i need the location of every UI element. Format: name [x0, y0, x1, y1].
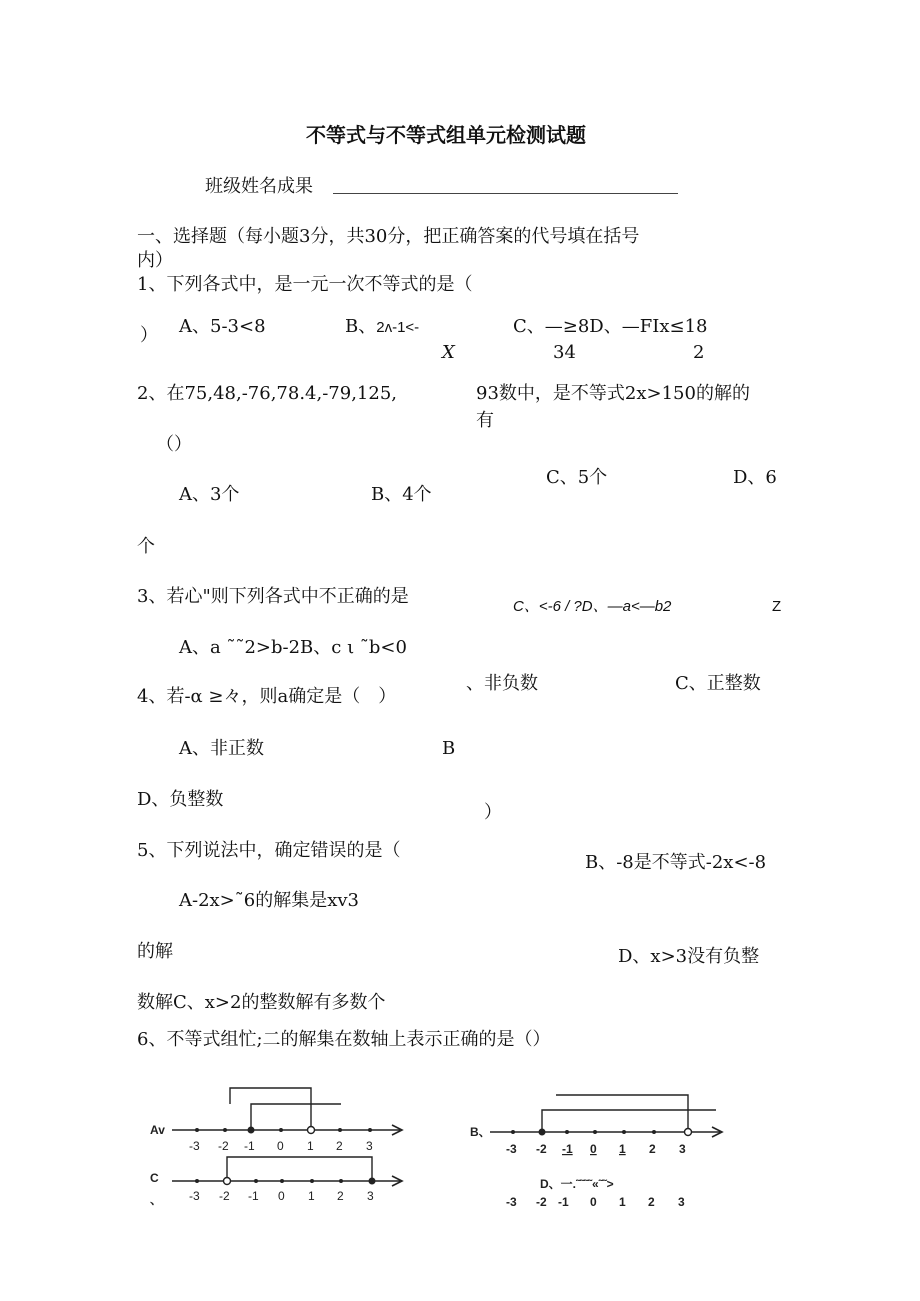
tick-label: 3: [366, 1139, 373, 1153]
tick-dot: [195, 1128, 199, 1132]
tick-label: -3: [506, 1195, 517, 1209]
q5-option-d: D、x>3没有负整: [618, 946, 760, 967]
q4-stem: 4、若-α ≥々，则a确定是（ ）: [137, 686, 397, 707]
tick-label: -1: [558, 1195, 569, 1209]
solid-endpoint: [539, 1129, 546, 1136]
label-d: D、一.˜˜˜˜«˜˜>: [540, 1177, 614, 1191]
q2-stem-part2: 93数中，是不等式2x>150的解的: [476, 383, 750, 404]
tick-dot: [565, 1130, 569, 1134]
solid-endpoint: [369, 1178, 376, 1185]
q1-option-d-denominator: 2: [693, 342, 705, 363]
tick-label: 1: [619, 1142, 626, 1156]
q4-option-a: A、非正数: [179, 738, 264, 759]
number-line-d: [506, 1177, 685, 1209]
tick-dot: [223, 1128, 227, 1132]
tick-label: 1: [619, 1195, 626, 1209]
q4-option-b-text: 、非负数: [466, 673, 538, 694]
label-c: C: [150, 1171, 159, 1185]
open-endpoint: [224, 1178, 231, 1185]
tick-label: -2: [218, 1139, 229, 1153]
tick-dot: [338, 1128, 342, 1132]
q1-option-a: A、5-3<8: [179, 316, 266, 337]
q2-stem-part3: 有: [476, 410, 494, 431]
tick-label: 0: [277, 1139, 284, 1153]
tick-label: 3: [367, 1189, 374, 1203]
tick-label: -2: [536, 1195, 547, 1209]
tick-label: 2: [337, 1189, 344, 1203]
q1-option-b-expr: 2ʌ-1<-: [376, 319, 420, 336]
tick-label: -3: [506, 1142, 517, 1156]
tick-label: 3: [678, 1195, 685, 1209]
q3-stem: 3、若心"则下列各式中不正确的是: [137, 586, 409, 607]
tick-dot: [254, 1179, 258, 1183]
bracket-right: [556, 1095, 688, 1132]
q5-option-b: B、-8是不等式-2x<-8: [585, 852, 767, 873]
tick-dot: [310, 1179, 314, 1183]
q2-stem: 2、在75,48,-76,78.4,-79,125,: [137, 383, 397, 404]
tick-dot: [511, 1130, 515, 1134]
q4-paren: ）: [484, 802, 502, 823]
tick-label: 2: [336, 1139, 343, 1153]
q1-paren: ）: [140, 325, 158, 346]
tick-label: 1: [308, 1189, 315, 1203]
q2-option-a: A、3个: [179, 484, 240, 505]
tick-label: 2: [649, 1142, 656, 1156]
tick-dot: [280, 1179, 284, 1183]
q2-paren: （）: [156, 434, 192, 455]
label-b: B、: [470, 1125, 491, 1139]
q4-option-d: D、负整数: [137, 789, 224, 810]
bracket-right: [230, 1088, 311, 1130]
number-line-c: [150, 1157, 402, 1207]
section-heading: 一、选择题（每小题3分，共30分，把正确答案的代号填在括号: [137, 226, 640, 247]
q1-option-cd: C、—≥8D、—FIx≤18: [513, 316, 708, 337]
bracket: [227, 1157, 372, 1181]
tick-dot: [279, 1128, 283, 1132]
tick-dot: [195, 1179, 199, 1183]
tick-label: -1: [244, 1139, 255, 1153]
page-title: 不等式与不等式组单元检测试题: [306, 123, 586, 147]
q5-option-b-cont: 的解: [137, 941, 173, 962]
q3-z-mark: Z: [772, 598, 782, 615]
q4-option-b: B: [442, 738, 456, 759]
q5-option-dc: 数解C、x>2的整数解有多数个: [137, 992, 386, 1013]
label-c-mark: 、: [150, 1193, 163, 1207]
label-a: Av: [150, 1123, 165, 1137]
q5-stem: 5、下列说法中，确定错误的是（: [137, 840, 401, 861]
student-info-label: 班级姓名成果: [205, 176, 313, 197]
tick-label: 3: [679, 1142, 686, 1156]
q6-stem: 6、不等式组忙;二的解集在数轴上表示正确的是（）: [137, 1029, 551, 1050]
q1-stem: 1、下列各式中，是一元一次不等式的是（: [137, 274, 473, 295]
tick-label: 0: [590, 1142, 597, 1156]
tick-label: -3: [189, 1139, 200, 1153]
section-heading-cont: 内）: [137, 250, 173, 271]
q3-option-cd: C、<-6 / ?D、—a<—b2: [513, 598, 672, 615]
q2-option-d-cont: 个: [137, 536, 155, 557]
open-endpoint: [685, 1129, 692, 1136]
q2-option-b: B、4个: [371, 484, 432, 505]
q5-option-a: A-2x>˜6的解集是xv3: [179, 890, 359, 911]
q3-option-ab: A、a ˜˜2>b-2B、c ι ˜b<0: [179, 637, 407, 658]
tick-dot: [368, 1128, 372, 1132]
tick-dot: [593, 1130, 597, 1134]
tick-label: 0: [278, 1189, 285, 1203]
solid-endpoint: [248, 1127, 255, 1134]
tick-label: -1: [562, 1142, 573, 1156]
tick-label: 2: [648, 1195, 655, 1209]
number-line-b: [470, 1095, 722, 1156]
q1-option-c-denominator: 34: [553, 342, 576, 363]
tick-dot: [622, 1130, 626, 1134]
q2-option-d: D、6: [733, 467, 777, 488]
tick-label: 1: [307, 1139, 314, 1153]
q4-option-c: C、正整数: [675, 673, 761, 694]
tick-label: -2: [219, 1189, 230, 1203]
tick-dot: [339, 1179, 343, 1183]
q1-option-b-letter: B、: [345, 316, 377, 337]
tick-label: -1: [248, 1189, 259, 1203]
q2-option-c: C、5个: [546, 467, 608, 488]
number-line-a: [150, 1088, 402, 1153]
tick-label: -3: [189, 1189, 200, 1203]
tick-dot: [652, 1130, 656, 1134]
tick-label: -2: [536, 1142, 547, 1156]
bracket-left: [251, 1104, 341, 1130]
tick-label: 0: [590, 1195, 597, 1209]
q1-option-b-denominator: X: [442, 342, 455, 363]
open-endpoint: [308, 1127, 315, 1134]
